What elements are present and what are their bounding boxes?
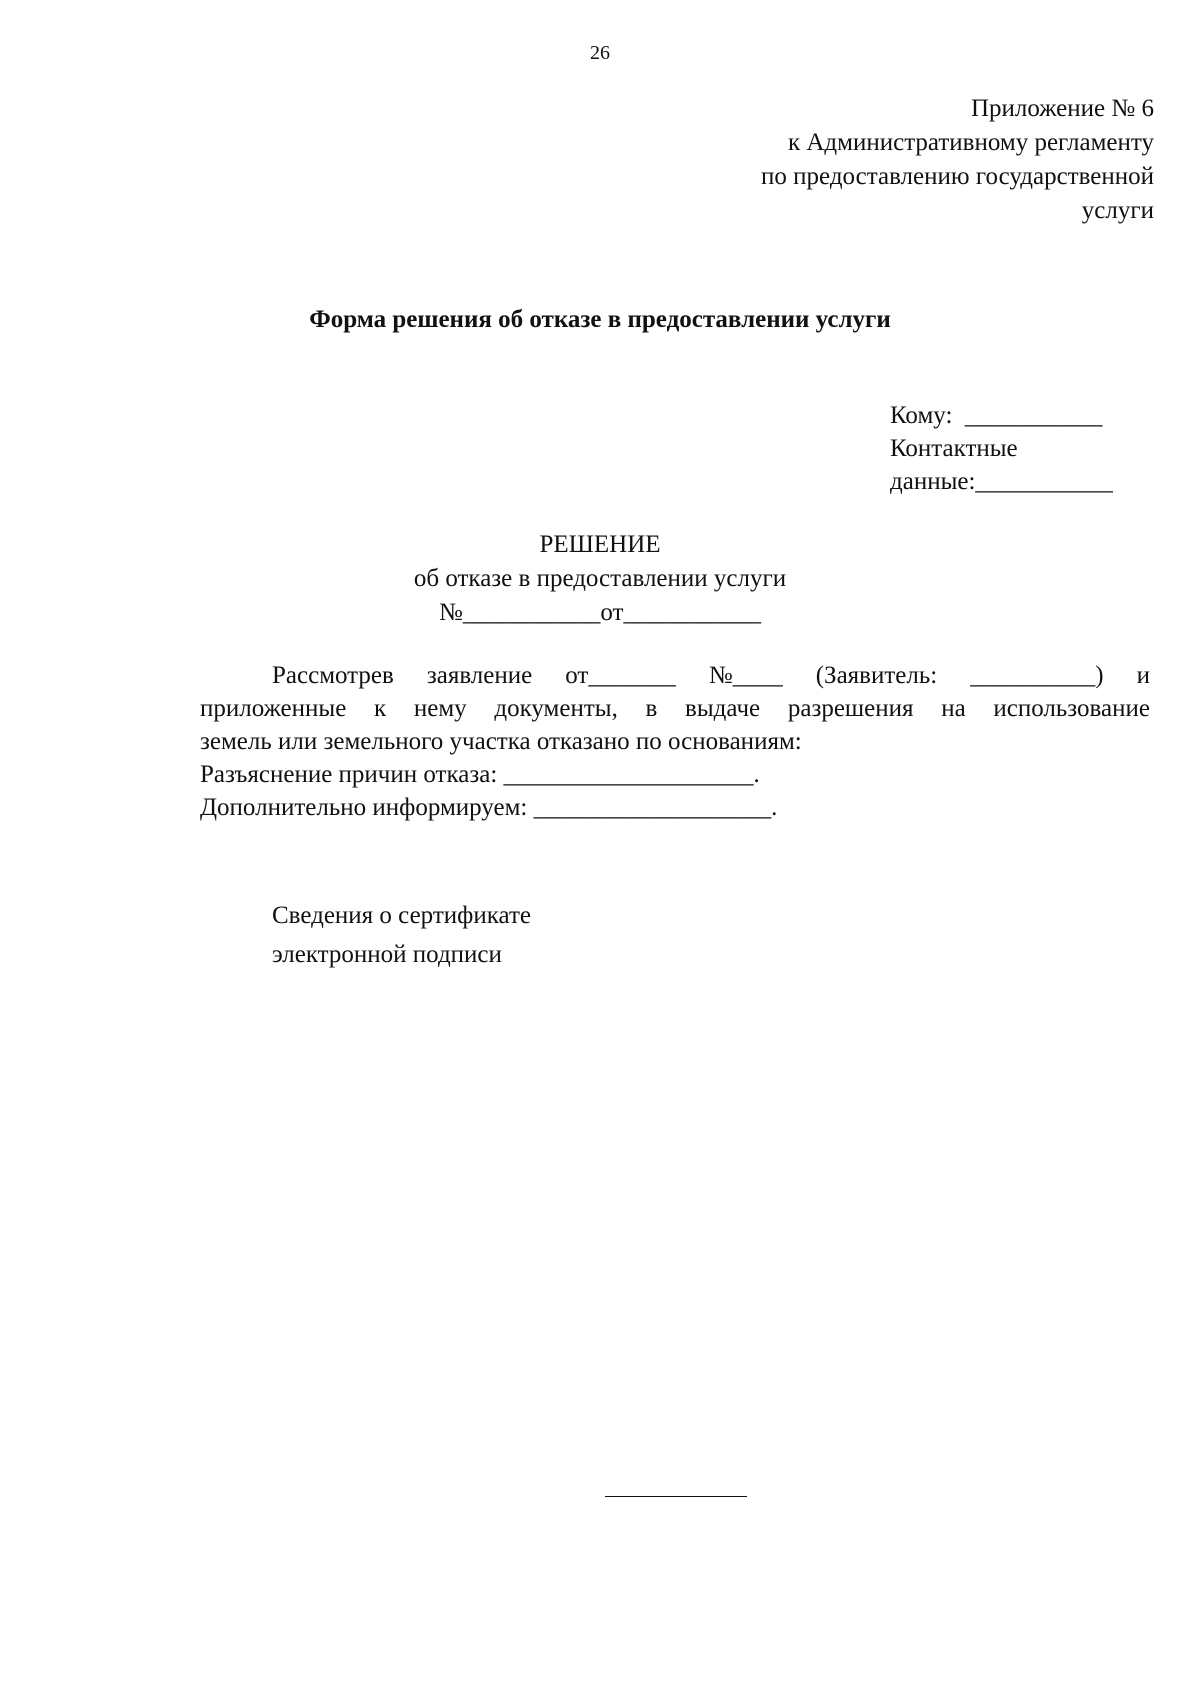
body-line-2 bbox=[200, 692, 1150, 725]
reasons-line bbox=[200, 758, 1150, 791]
appendix-line-3: по предоставлению государственной bbox=[761, 163, 1154, 190]
body-word: (Заявитель: bbox=[815, 662, 938, 689]
appendix-line-4: услуги bbox=[1081, 197, 1154, 224]
signature-line-2: электронной подписи bbox=[272, 941, 502, 968]
body-word: в bbox=[645, 695, 658, 722]
form-title: Форма решения об отказе в предоставлении услуги bbox=[309, 306, 891, 333]
signature-line-1: Сведения о сертификате bbox=[272, 902, 531, 929]
reasons-blank: ____________________. bbox=[503, 761, 760, 788]
footer-separator-line bbox=[605, 1496, 747, 1497]
body-word: и bbox=[1136, 662, 1150, 689]
body-word: на bbox=[941, 695, 966, 722]
appendix-line-2: к Административному регламенту bbox=[787, 129, 1154, 156]
decision-number-line: №___________от___________ bbox=[439, 599, 761, 626]
body-word: №____ bbox=[708, 662, 783, 689]
body-word: документы, bbox=[494, 695, 618, 722]
body-word: заявление bbox=[426, 662, 533, 689]
body-word: Рассмотрев bbox=[272, 662, 394, 689]
recipient-contacts bbox=[890, 465, 1113, 498]
decision-title: РЕШЕНИЕ bbox=[539, 531, 661, 558]
reasons-label: Разъяснение причин отказа: bbox=[200, 761, 498, 788]
appendix-line-1: Приложение № 6 bbox=[970, 95, 1154, 122]
additional-blank: ___________________. bbox=[533, 794, 778, 821]
body-word: выдаче bbox=[685, 695, 761, 722]
body-line-3: земель или земельного участка отказано по основаниям: bbox=[200, 728, 802, 755]
recipient-contacts-data-label: данные: bbox=[890, 468, 976, 495]
additional-line bbox=[200, 791, 1150, 824]
body-line-1 bbox=[200, 659, 1150, 692]
recipient-contacts-label: Контактные bbox=[890, 435, 1018, 462]
body-word: приложенные bbox=[200, 695, 347, 722]
recipient-to bbox=[890, 399, 1102, 432]
recipient-to-blank: ___________ bbox=[964, 402, 1103, 429]
recipient-to-label: Кому: bbox=[890, 402, 953, 429]
body-word: __________) bbox=[970, 662, 1104, 689]
body-word: разрешения bbox=[787, 695, 914, 722]
page-number: 26 bbox=[590, 42, 610, 64]
body-word: к bbox=[374, 695, 387, 722]
body-word: нему bbox=[413, 695, 467, 722]
body-word: использование bbox=[993, 695, 1150, 722]
recipient-contacts-blank: ___________ bbox=[975, 468, 1113, 495]
decision-subtitle: об отказе в предоставлении услуги bbox=[413, 565, 787, 592]
body-word: от_______ bbox=[565, 662, 676, 689]
additional-label: Дополнительно информируем: bbox=[200, 794, 528, 821]
